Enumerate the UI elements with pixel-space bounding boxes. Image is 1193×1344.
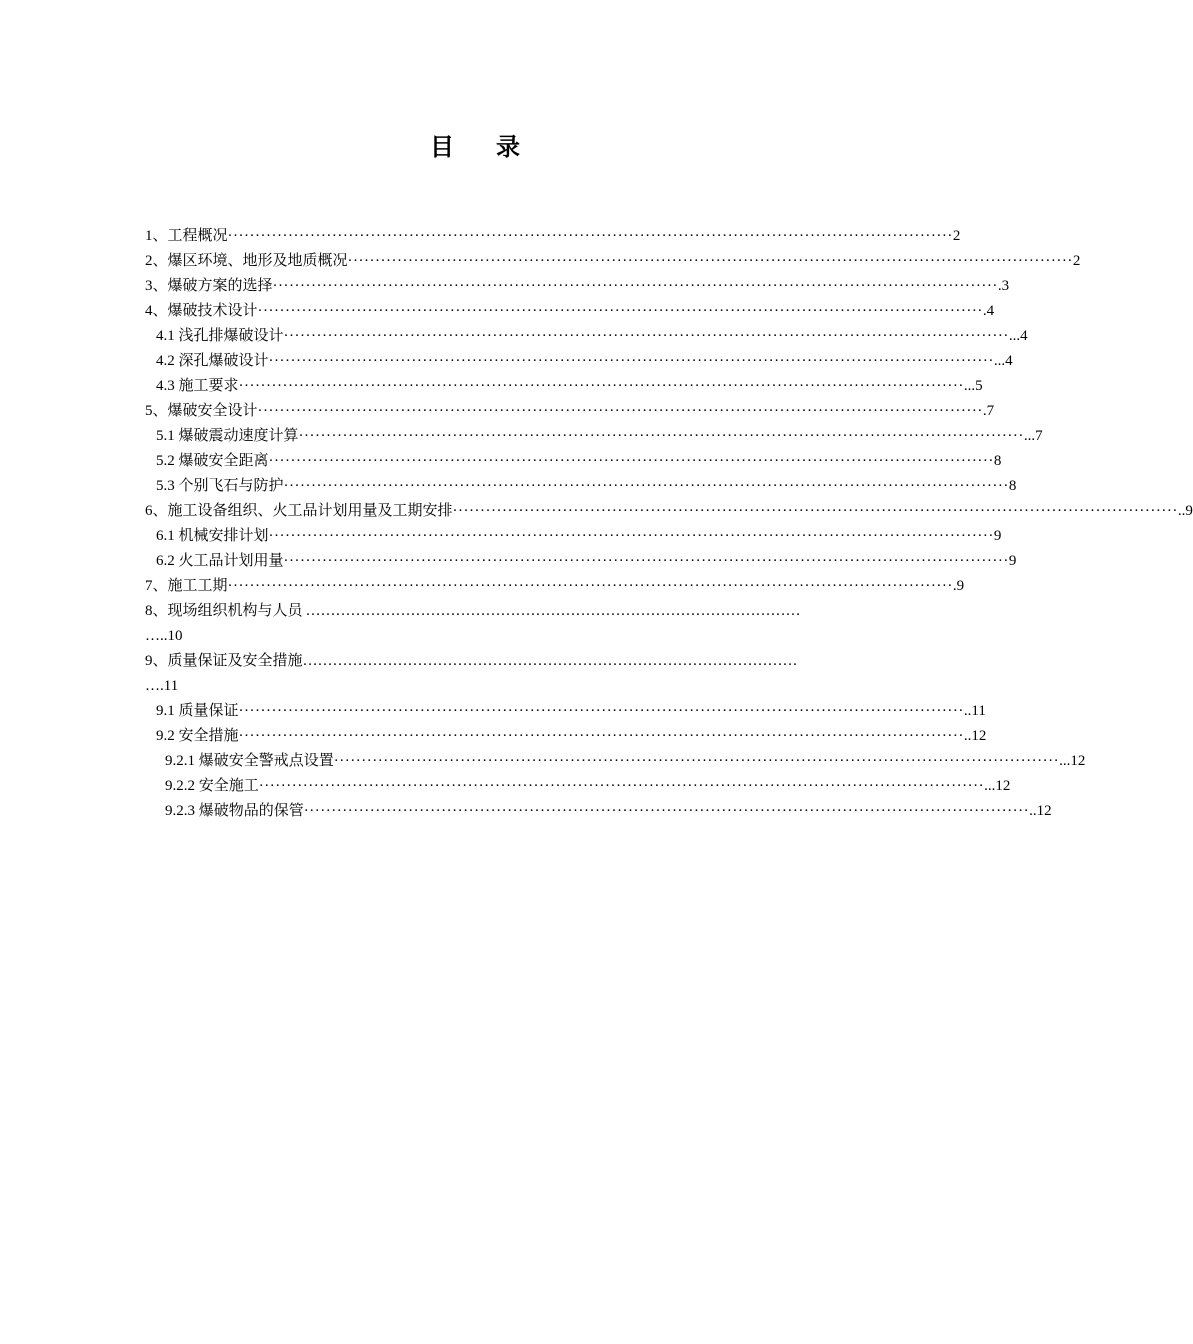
toc-entry-label: 4.2 深孔爆破设计 [156,353,269,369]
toc-entry[interactable] [156,474,1017,498]
dot-leader: ···································································································································· [283,553,1009,569]
toc-entry-label: 9.1 质量保证 [156,703,239,719]
dot-leader: ···································································································································· [452,503,1178,519]
toc-entry-page: .4 [982,303,995,319]
toc-entry-label: 4.3 施工要求 [156,378,239,394]
toc-entry[interactable] [156,549,1017,573]
toc-entry-page: 9 [1008,553,1017,569]
toc-entry[interactable] [156,524,1002,548]
toc-entry-label: 9.2 安全措施 [156,728,239,744]
toc-title: 目 录 [430,135,538,161]
toc-entry[interactable] [145,399,995,423]
dot-leader: ···································································································································· [272,278,998,294]
toc-entry-label: 8、现场组织机构与人员 [145,603,303,619]
toc-entry-continuation: …..10 [145,628,183,644]
dot-leader: ……………………………………………………………………………………… [302,653,798,669]
toc-entry-page: .9 [952,578,965,594]
dot-leader: ……………………………………………………………………………………… [302,603,801,619]
toc-entry-page: ..11 [963,703,986,719]
dot-leader: ···································································································································· [347,253,1073,269]
toc-entry-page: ...7 [1023,428,1043,444]
toc-entry-label: 9.2.3 爆破物品的保管 [165,803,304,819]
toc-entry-label: 1、工程概况 [145,228,228,244]
toc-entry-label: 2、爆区环境、地形及地质概况 [145,253,348,269]
toc-entry[interactable] [145,574,965,598]
toc-entry[interactable] [165,799,1052,823]
toc-entry-label: 6.1 机械安排计划 [156,528,269,544]
toc-entry-page: ...12 [1059,753,1086,769]
dot-leader: ···································································································································· [283,328,1009,344]
toc-entry-label: 4、爆破技术设计 [145,303,258,319]
toc-entry-page: 8 [1008,478,1017,494]
dot-leader: ···································································································································· [258,778,985,794]
dot-leader: ···································································································································· [283,478,1009,494]
dot-leader: ···································································································································· [227,578,953,594]
toc-entry[interactable] [145,599,807,623]
toc-entry-label: 9、质量保证及安全措施 [145,653,303,669]
dot-leader: ···································································································································· [257,303,983,319]
toc-entry-page: ..9 [1177,503,1193,519]
dot-leader: ···································································································································· [227,228,953,244]
toc-entry-continuation: ….11 [145,678,179,694]
toc-entry-page: ...12 [984,778,1011,794]
dot-leader: ···································································································································· [333,753,1060,769]
toc-entry[interactable] [165,749,1086,773]
toc-entry-label: 7、施工工期 [145,578,228,594]
toc-entry-page: 9 [993,528,1002,544]
toc-entry-label: 6、施工设备组织、火工品计划用量及工期安排 [145,503,453,519]
toc-entry-page: ..12 [1029,803,1052,819]
toc-entry-page: 2 [1072,253,1081,269]
dot-leader: ···································································································································· [238,378,964,394]
toc-entry-label: 5.1 爆破震动速度计算 [156,428,299,444]
toc-entry[interactable] [156,374,983,398]
toc-entry-page: ..12 [963,728,987,744]
toc-entry-page: ...4 [993,353,1013,369]
toc-entry-page: ...5 [963,378,983,394]
dot-leader: ···································································································································· [268,453,994,469]
toc-entry-page: ...4 [1008,328,1028,344]
toc-entry-label: 3、爆破方案的选择 [145,278,273,294]
toc-entry[interactable] [145,249,1081,273]
toc-entry[interactable] [145,274,1010,298]
toc-entry-label: 4.1 浅孔排爆破设计 [156,328,284,344]
toc-entry[interactable] [156,424,1043,448]
toc-entry[interactable] [145,299,995,323]
toc-entry[interactable] [145,649,807,673]
dot-leader: ···································································································································· [257,403,983,419]
toc-entry[interactable] [156,449,1002,473]
dot-leader: ···································································································································· [303,803,1030,819]
toc-entry-label: 5、爆破安全设计 [145,403,258,419]
toc-entry[interactable] [156,699,986,723]
dot-leader: ···································································································································· [268,528,994,544]
toc-entry-label: 5.2 爆破安全距离 [156,453,269,469]
toc-entry-page: 2 [952,228,961,244]
dot-leader: ···································································································································· [268,353,994,369]
toc-entry-label: 9.2.2 安全施工 [165,778,259,794]
dot-leader: ···································································································································· [298,428,1024,444]
toc-entry-page: .3 [997,278,1010,294]
toc-entry[interactable] [156,724,987,748]
toc-entry[interactable] [165,774,1011,798]
toc-entry[interactable] [156,324,1028,348]
toc-entry-page: .7 [982,403,995,419]
dot-leader: ···································································································································· [238,703,964,719]
toc-entry-page: 8 [993,453,1002,469]
toc-entry-label: 6.2 火工品计划用量 [156,553,284,569]
toc-entry-label: 5.3 个别飞石与防护 [156,478,284,494]
dot-leader: ···································································································································· [238,728,964,744]
toc-entry[interactable] [156,349,1013,373]
toc-entry[interactable] [145,224,961,248]
toc-entry-label: 9.2.1 爆破安全警戒点设置 [165,753,334,769]
toc-entry[interactable] [145,499,1193,523]
